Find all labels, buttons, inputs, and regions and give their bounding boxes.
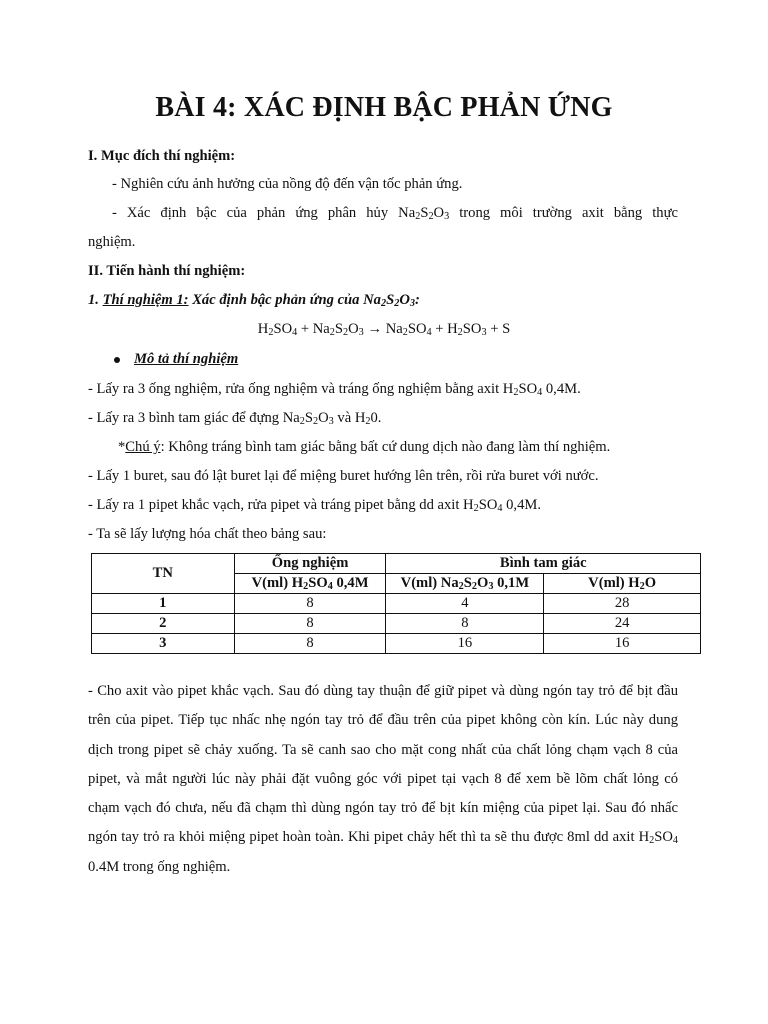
cell-na2s2o3: 4 xyxy=(386,594,544,614)
cell-h2o: 16 xyxy=(544,634,701,654)
cell-h2so4: 8 xyxy=(234,594,386,614)
bullet-dot-icon xyxy=(114,357,120,363)
table-row xyxy=(92,594,701,614)
step-3: - Lấy 1 buret, sau đó lật buret lại để miệng buret hướng lên trên, rồi rửa buret với nước. xyxy=(88,468,599,484)
reaction-equation: $H_2SO_4 + Na_2S_2O_3 \to Na_2SO_4 + H_2SO_3 + S$ xyxy=(257,321,511,338)
objective-item-1: - Nghiên cứu ảnh hưởng của nồng độ đến vận tốc phản ứng. xyxy=(112,176,463,192)
experiment-1-heading: 1. Thí nghiệm 1: Xác định bậc phản ứng của $Na_2S_2O_3$: xyxy=(88,292,420,309)
cell-tn: 2 xyxy=(92,614,235,634)
header-v-h2so4: V(ml) $H_2SO_4$ 0,4M xyxy=(234,574,386,594)
cell-h2o: 24 xyxy=(544,614,701,634)
cell-na2s2o3: 16 xyxy=(386,634,544,654)
cell-tn: 1 xyxy=(92,594,235,614)
cell-h2so4: 8 xyxy=(234,634,386,654)
objective-item-2-cont: nghiệm. xyxy=(88,234,136,250)
header-v-h2o: V(ml) $H_2O$ xyxy=(544,574,701,594)
section-1-heading: I. Mục đích thí nghiệm: xyxy=(88,148,236,164)
table-row xyxy=(92,614,701,634)
procedure-paragraph: - Cho axit vào pipet khắc vạch. Sau đó dùng tay thuận để giữ pipet và dùng ngón tay trỏ để bịt đầu trên của pipet. Tiếp tục nhấc nhẹ ngón tay trỏ để đầu trên của pipet không còn kín. Lúc này dung dịch trong pipet sẽ chảy xuống. Ta sẽ canh sao cho mặt cong nhất của chất lỏng chạm vạch 8 của pipet, và mắt người lúc này phải đặt vuông góc với pipet tại vạch 8 để xem bề lõm chất lỏng có chạm vạch đó chưa, nếu đã chạm thì dùng ngón tay trỏ để bịt kín miệng của pipet lại. Sau đó nhấc ngón tay trỏ ra khỏi miệng pipet hoàn toàn. Khi pipet chảy hết thì ta sẽ thu được 8ml dd axit $H_2SO_4$ 0.4M trong ống nghiệm. xyxy=(88,683,678,875)
header-v-na2s2o3: V(ml) $Na_2S_2O_3$ 0,1M xyxy=(386,574,544,594)
page-title: BÀI 4: XÁC ĐỊNH BẬC PHẢN ỨNG xyxy=(155,92,613,123)
step-1: - Lấy ra 3 ống nghiệm, rửa ống nghiệm và tráng ống nghiệm bằng axit $H_2SO_4$ 0,4M. xyxy=(88,381,581,398)
step-5: - Ta sẽ lấy lượng hóa chất theo bảng sau: xyxy=(88,526,327,542)
objective-item-2: - Xác định bậc của phản ứng phân hủy $Na_2S_2O_3$ trong môi trường axit bằng thực xyxy=(112,205,678,222)
step-2: - Lấy ra 3 bình tam giác để đựng $Na_2S_2O_3$ và $H_20$. xyxy=(88,410,382,427)
note: *Chú ý: Không tráng bình tam giác bằng bất cứ dung dịch nào đang làm thí nghiệm. xyxy=(118,439,611,455)
header-binh-tam-giac: Bình tam giác xyxy=(386,554,701,574)
table-row xyxy=(92,634,701,654)
reagent-table xyxy=(91,553,701,654)
reaction-arrow: → xyxy=(367,321,383,337)
cell-h2o: 28 xyxy=(544,594,701,614)
step-4: - Lấy ra 1 pipet khắc vạch, rửa pipet và tráng pipet bằng dd axit $H_2SO_4$ 0,4M. xyxy=(88,497,541,514)
header-tn: TN xyxy=(92,554,235,594)
cell-h2so4: 8 xyxy=(234,614,386,634)
section-2-heading: II. Tiến hành thí nghiệm: xyxy=(88,263,246,279)
describe-heading: Mô tả thí nghiệm xyxy=(114,349,238,369)
cell-na2s2o3: 8 xyxy=(386,614,544,634)
cell-tn: 3 xyxy=(92,634,235,654)
header-ong-nghiem: Ống nghiệm xyxy=(234,554,386,574)
